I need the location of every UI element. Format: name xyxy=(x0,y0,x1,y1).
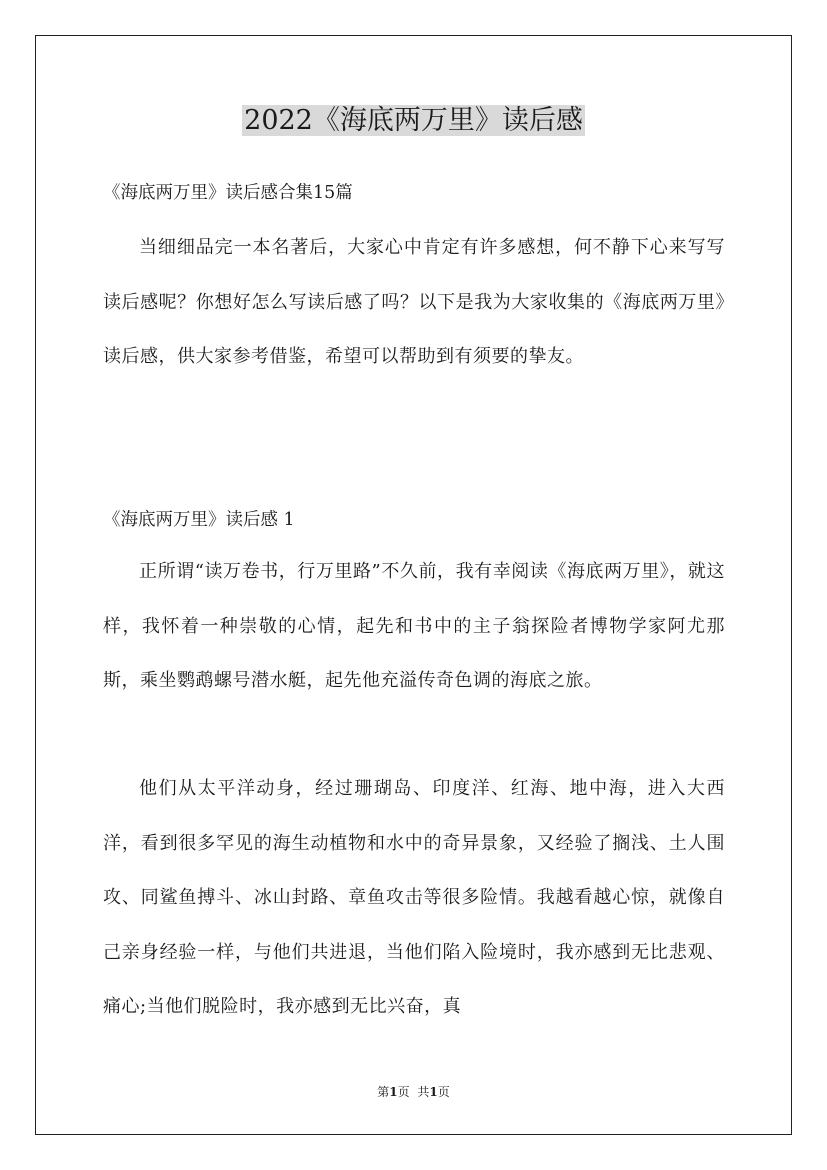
paragraph-1: 正所谓“读万卷书，行万里路”不久前，我有幸阅读《海底两万里》，就这样，我怀着一种崇敬的心情，起先和书中的主子翁探险者博物学家阿尤那斯，乘坐鹦鹉螺号潜水艇，起先他充溢传奇色调的海底之旅。 xyxy=(103,561,725,691)
page-prefix: 第 xyxy=(377,1085,390,1099)
total-prefix: 共 xyxy=(417,1085,430,1099)
total-suffix: 页 xyxy=(437,1085,450,1099)
document-title-text: 2022《海底两万里》读后感 xyxy=(244,105,583,136)
page-total: 1 xyxy=(429,1085,438,1099)
document-title xyxy=(0,101,827,141)
intro-paragraph: 当细细品完一本名著后，大家心中肯定有许多感想，何不静下心来写写读后感呢？你想好怎么写读后感了吗？以下是我为大家收集的《海底两万里》读后感，供大家参考借鉴，希望可以帮助到有须要的挚友。 xyxy=(103,237,725,367)
paragraph-2: 他们从太平洋动身，经过珊瑚岛、印度洋、红海、地中海，进入大西洋，看到很多罕见的海生动植物和水中的奇异景象，又经验了搁浅、土人围攻、同鲨鱼搏斗、冰山封路、章鱼攻击等很多险情。我越看越心惊，就像自己亲身经验一样，与他们共进退，当他们陷入险境时，我亦感到无比悲观、痛心;当他们脱险时，我亦感到无比兴奋，真 xyxy=(103,778,725,1017)
page-footer xyxy=(0,1083,827,1101)
document-subtitle: 《海底两万里》读后感合集15篇 xyxy=(103,183,353,203)
page-suffix: 页 xyxy=(397,1085,410,1099)
section-heading: 《海底两万里》读后感 1 xyxy=(103,510,295,530)
page-current: 1 xyxy=(389,1085,398,1099)
